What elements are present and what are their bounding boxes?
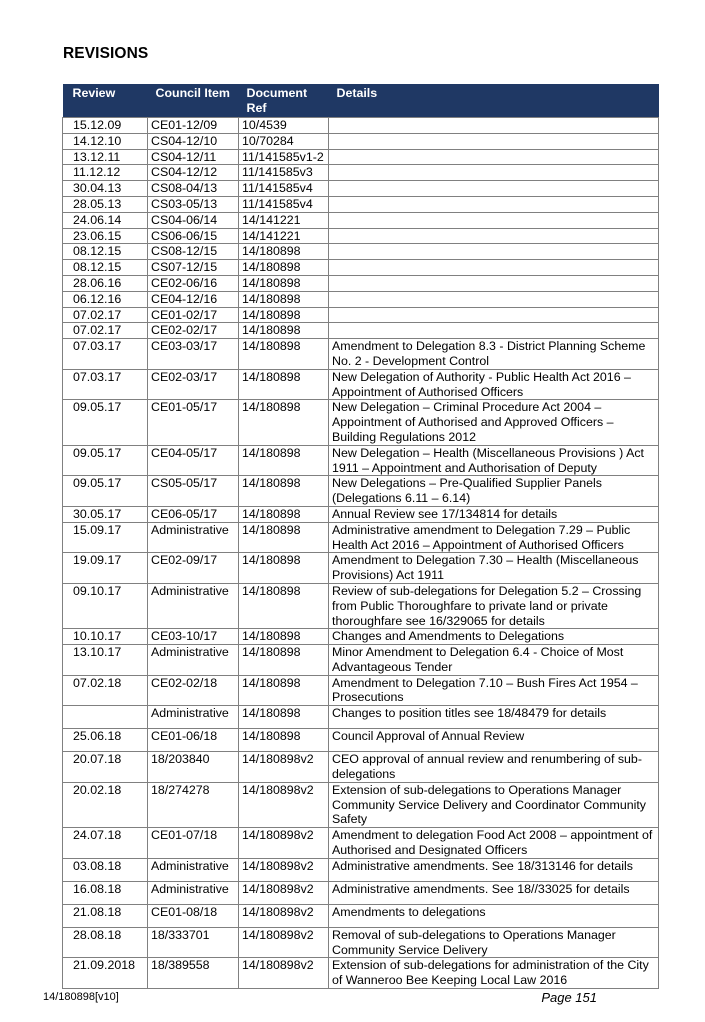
- cell-council-item: CS04-12/10: [148, 133, 239, 149]
- cell-review: 13.12.11: [63, 149, 148, 165]
- table-row: [63, 752, 659, 783]
- column-header-details: Details: [329, 84, 659, 118]
- cell-council-item: CS04-12/11: [148, 149, 239, 165]
- table-row: [63, 323, 659, 339]
- cell-details: [329, 133, 659, 149]
- table-row: [63, 706, 659, 729]
- cell-council-item: CE02-09/17: [148, 553, 239, 584]
- cell-document-ref: 11/141585v1-2: [239, 149, 329, 165]
- cell-council-item: CS06-06/15: [148, 228, 239, 244]
- table-row: [63, 645, 659, 676]
- table-row: [63, 927, 659, 958]
- cell-council-item: CS04-06/14: [148, 212, 239, 228]
- table-row: [63, 133, 659, 149]
- revisions-table: [62, 84, 659, 989]
- cell-review: 21.08.18: [63, 904, 148, 927]
- cell-council-item: CE03-10/17: [148, 629, 239, 645]
- cell-document-ref: 14/180898: [239, 522, 329, 553]
- cell-document-ref: 14/180898v2: [239, 782, 329, 827]
- cell-details: Administrative amendments. See 18/313146 for details: [329, 858, 659, 881]
- cell-document-ref: 14/180898: [239, 629, 329, 645]
- table-row: [63, 553, 659, 584]
- cell-details: [329, 307, 659, 323]
- footer-page-number: Page 151: [541, 990, 597, 1005]
- cell-council-item: CE02-03/17: [148, 369, 239, 400]
- cell-document-ref: 14/180898: [239, 400, 329, 445]
- table-row: [63, 904, 659, 927]
- cell-council-item: Administrative: [148, 645, 239, 676]
- table-row: [63, 212, 659, 228]
- cell-document-ref: 11/141585v4: [239, 181, 329, 197]
- table-row: [63, 729, 659, 752]
- table-row: [63, 291, 659, 307]
- cell-council-item: CE01-05/17: [148, 400, 239, 445]
- cell-review: 28.05.13: [63, 196, 148, 212]
- cell-review: 28.06.16: [63, 275, 148, 291]
- table-row: [63, 260, 659, 276]
- cell-review: 11.12.12: [63, 165, 148, 181]
- cell-review: [63, 706, 148, 729]
- cell-details: Administrative amendments. See 18//33025 for details: [329, 881, 659, 904]
- cell-council-item: CS08-04/13: [148, 181, 239, 197]
- table-row: [63, 445, 659, 476]
- cell-council-item: 18/274278: [148, 782, 239, 827]
- cell-review: 15.12.09: [63, 118, 148, 134]
- cell-document-ref: 11/141585v4: [239, 196, 329, 212]
- cell-details: Annual Review see 17/134814 for details: [329, 506, 659, 522]
- table-row: [63, 369, 659, 400]
- cell-details: Amendment to Delegation 7.10 – Bush Fires Act 1954 – Prosecutions: [329, 675, 659, 706]
- cell-council-item: CS07-12/15: [148, 260, 239, 276]
- cell-council-item: CE02-02/18: [148, 675, 239, 706]
- cell-review: 07.02.17: [63, 323, 148, 339]
- cell-document-ref: 14/180898: [239, 476, 329, 507]
- table-row: [63, 165, 659, 181]
- cell-document-ref: 14/180898: [239, 729, 329, 752]
- cell-document-ref: 14/180898v2: [239, 904, 329, 927]
- cell-review: 30.05.17: [63, 506, 148, 522]
- cell-review: 20.07.18: [63, 752, 148, 783]
- cell-document-ref: 14/180898: [239, 323, 329, 339]
- table-row: [63, 149, 659, 165]
- cell-document-ref: 14/141221: [239, 212, 329, 228]
- table-row: [63, 400, 659, 445]
- cell-council-item: CE01-08/18: [148, 904, 239, 927]
- cell-document-ref: 14/180898: [239, 244, 329, 260]
- cell-council-item: CS04-12/12: [148, 165, 239, 181]
- cell-council-item: 18/389558: [148, 958, 239, 989]
- cell-document-ref: 14/180898: [239, 706, 329, 729]
- cell-review: 21.09.2018: [63, 958, 148, 989]
- cell-details: Extension of sub-delegations to Operations Manager Community Service Delivery and Coordinator Community Safety: [329, 782, 659, 827]
- cell-details: [329, 118, 659, 134]
- cell-details: [329, 181, 659, 197]
- cell-document-ref: 14/180898: [239, 675, 329, 706]
- cell-council-item: CE01-12/09: [148, 118, 239, 134]
- cell-review: 13.10.17: [63, 645, 148, 676]
- table-row: [63, 307, 659, 323]
- cell-council-item: Administrative: [148, 522, 239, 553]
- cell-details: Amendment to delegation Food Act 2008 – appointment of Authorised and Designated Officers: [329, 828, 659, 859]
- cell-details: [329, 196, 659, 212]
- cell-details: New Delegation – Health (Miscellaneous Provisions ) Act 1911 – Appointment and Authorisation of Deputy: [329, 445, 659, 476]
- cell-council-item: 18/203840: [148, 752, 239, 783]
- cell-document-ref: 14/180898v2: [239, 752, 329, 783]
- cell-document-ref: 14/180898v2: [239, 958, 329, 989]
- cell-review: 28.08.18: [63, 927, 148, 958]
- cell-details: Review of sub-delegations for Delegation 5.2 – Crossing from Public Thoroughfare to private land or private thoroughfare see 16/329065 for details: [329, 583, 659, 628]
- cell-review: 09.05.17: [63, 476, 148, 507]
- cell-details: [329, 275, 659, 291]
- cell-document-ref: 14/141221: [239, 228, 329, 244]
- cell-council-item: CE03-03/17: [148, 339, 239, 370]
- cell-document-ref: 14/180898v2: [239, 828, 329, 859]
- cell-council-item: CE01-07/18: [148, 828, 239, 859]
- page-title: REVISIONS: [63, 45, 149, 62]
- cell-details: [329, 291, 659, 307]
- table-row: [63, 828, 659, 859]
- cell-review: 20.02.18: [63, 782, 148, 827]
- cell-review: 07.02.18: [63, 675, 148, 706]
- cell-details: Amendments to delegations: [329, 904, 659, 927]
- cell-details: Amendment to Delegation 8.3 - District Planning Scheme No. 2 - Development Control: [329, 339, 659, 370]
- cell-review: 07.03.17: [63, 339, 148, 370]
- table-row: [63, 881, 659, 904]
- table-row: [63, 858, 659, 881]
- cell-document-ref: 14/180898v2: [239, 927, 329, 958]
- table-header-row: [63, 84, 659, 118]
- column-header-review: Review: [63, 84, 148, 118]
- cell-review: 08.12.15: [63, 260, 148, 276]
- cell-details: New Delegation – Criminal Procedure Act 2004 – Appointment of Authorised and Approved Officers – Building Regulations 2012: [329, 400, 659, 445]
- cell-review: 16.08.18: [63, 881, 148, 904]
- cell-review: 07.02.17: [63, 307, 148, 323]
- cell-review: 09.05.17: [63, 400, 148, 445]
- cell-council-item: Administrative: [148, 881, 239, 904]
- cell-council-item: CS03-05/13: [148, 196, 239, 212]
- cell-document-ref: 14/180898: [239, 445, 329, 476]
- cell-review: 10.10.17: [63, 629, 148, 645]
- cell-document-ref: 14/180898: [239, 583, 329, 628]
- cell-details: [329, 323, 659, 339]
- cell-document-ref: 11/141585v3: [239, 165, 329, 181]
- cell-document-ref: 14/180898: [239, 275, 329, 291]
- footer-document-ref: 14/180898[v10]: [43, 991, 119, 1003]
- table-row: [63, 958, 659, 989]
- cell-document-ref: 14/180898: [239, 291, 329, 307]
- cell-council-item: 18/333701: [148, 927, 239, 958]
- cell-review: 03.08.18: [63, 858, 148, 881]
- cell-council-item: Administrative: [148, 706, 239, 729]
- cell-details: [329, 228, 659, 244]
- cell-review: 25.06.18: [63, 729, 148, 752]
- column-header-document-ref: Document Ref: [239, 84, 329, 118]
- cell-details: Changes to position titles see 18/48479 for details: [329, 706, 659, 729]
- cell-document-ref: 14/180898: [239, 553, 329, 584]
- cell-review: 06.12.16: [63, 291, 148, 307]
- table-row: [63, 675, 659, 706]
- cell-review: 19.09.17: [63, 553, 148, 584]
- cell-details: Administrative amendment to Delegation 7.29 – Public Health Act 2016 – Appointment of Authorised Officers: [329, 522, 659, 553]
- cell-review: 24.07.18: [63, 828, 148, 859]
- table-row: [63, 629, 659, 645]
- table-row: [63, 228, 659, 244]
- table-row: [63, 196, 659, 212]
- cell-review: 09.10.17: [63, 583, 148, 628]
- table-row: [63, 118, 659, 134]
- cell-document-ref: 14/180898: [239, 506, 329, 522]
- table-row: [63, 522, 659, 553]
- table-row: [63, 275, 659, 291]
- cell-council-item: CE01-06/18: [148, 729, 239, 752]
- cell-details: Amendment to Delegation 7.30 – Health (Miscellaneous Provisions) Act 1911: [329, 553, 659, 584]
- cell-document-ref: 10/4539: [239, 118, 329, 134]
- cell-details: CEO approval of annual review and renumbering of sub-delegations: [329, 752, 659, 783]
- cell-council-item: CS08-12/15: [148, 244, 239, 260]
- cell-details: Minor Amendment to Delegation 6.4 - Choice of Most Advantageous Tender: [329, 645, 659, 676]
- cell-council-item: CE06-05/17: [148, 506, 239, 522]
- cell-document-ref: 14/180898v2: [239, 881, 329, 904]
- cell-details: New Delegation of Authority - Public Health Act 2016 – Appointment of Authorised Officers: [329, 369, 659, 400]
- cell-review: 30.04.13: [63, 181, 148, 197]
- cell-council-item: Administrative: [148, 858, 239, 881]
- cell-council-item: CS05-05/17: [148, 476, 239, 507]
- table-row: [63, 181, 659, 197]
- cell-document-ref: 14/180898: [239, 260, 329, 276]
- cell-document-ref: 14/180898v2: [239, 858, 329, 881]
- cell-council-item: CE01-02/17: [148, 307, 239, 323]
- cell-review: 23.06.15: [63, 228, 148, 244]
- cell-document-ref: 14/180898: [239, 307, 329, 323]
- cell-details: [329, 260, 659, 276]
- table-row: [63, 583, 659, 628]
- cell-details: [329, 244, 659, 260]
- cell-council-item: CE02-02/17: [148, 323, 239, 339]
- table-row: [63, 782, 659, 827]
- cell-document-ref: 14/180898: [239, 645, 329, 676]
- cell-document-ref: 14/180898: [239, 369, 329, 400]
- cell-council-item: Administrative: [148, 583, 239, 628]
- cell-council-item: CE04-05/17: [148, 445, 239, 476]
- cell-details: [329, 149, 659, 165]
- cell-review: 07.03.17: [63, 369, 148, 400]
- cell-review: 15.09.17: [63, 522, 148, 553]
- cell-details: New Delegations – Pre-Qualified Supplier Panels (Delegations 6.11 – 6.14): [329, 476, 659, 507]
- table-row: [63, 339, 659, 370]
- cell-council-item: CE02-06/16: [148, 275, 239, 291]
- table-body: [63, 118, 659, 989]
- cell-review: 14.12.10: [63, 133, 148, 149]
- cell-details: Extension of sub-delegations for administration of the City of Wanneroo Bee Keeping Local Law 2016: [329, 958, 659, 989]
- cell-review: 09.05.17: [63, 445, 148, 476]
- cell-details: Council Approval of Annual Review: [329, 729, 659, 752]
- table-row: [63, 476, 659, 507]
- cell-details: [329, 212, 659, 228]
- table-row: [63, 244, 659, 260]
- cell-details: Removal of sub-delegations to Operations Manager Community Service Delivery: [329, 927, 659, 958]
- column-header-council-item: Council Item: [148, 84, 239, 118]
- table-row: [63, 506, 659, 522]
- cell-document-ref: 14/180898: [239, 339, 329, 370]
- cell-review: 24.06.14: [63, 212, 148, 228]
- cell-review: 08.12.15: [63, 244, 148, 260]
- cell-council-item: CE04-12/16: [148, 291, 239, 307]
- cell-details: Changes and Amendments to Delegations: [329, 629, 659, 645]
- cell-details: [329, 165, 659, 181]
- cell-document-ref: 10/70284: [239, 133, 329, 149]
